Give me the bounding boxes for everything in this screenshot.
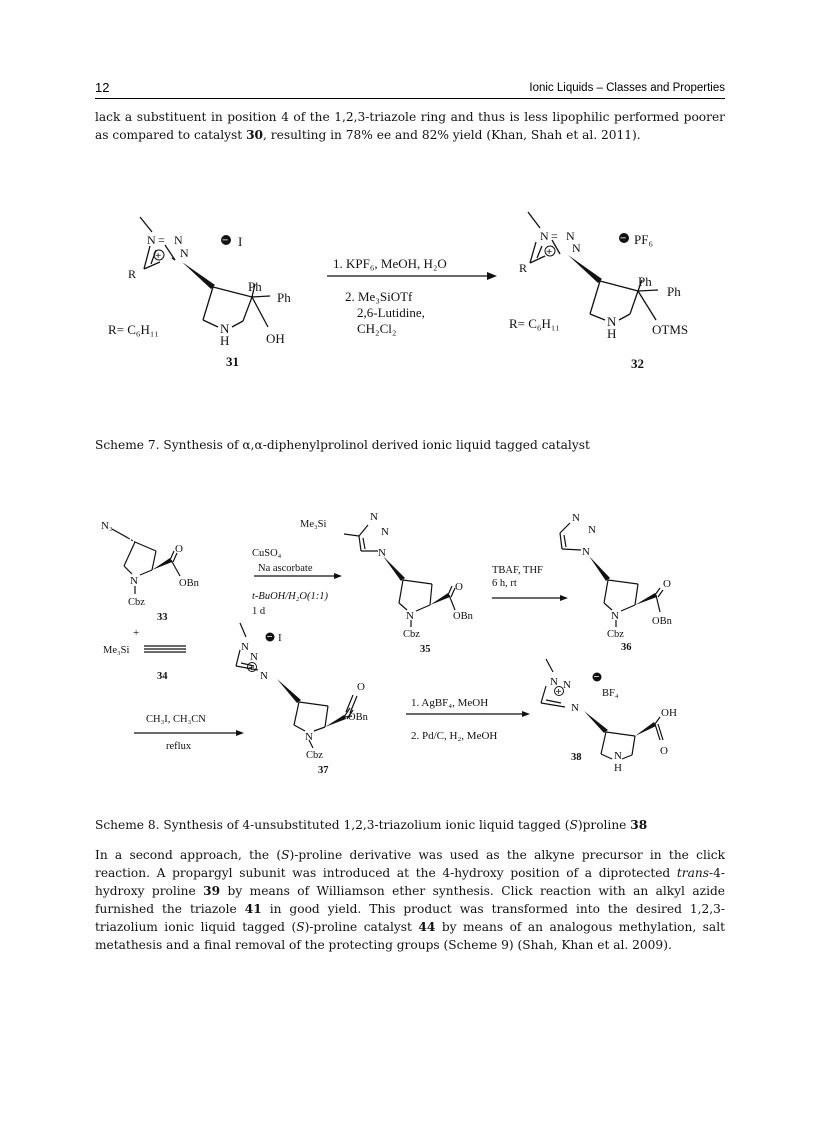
n-atom: N <box>607 314 617 329</box>
phenyl-label: Ph <box>248 279 262 294</box>
r-group-definition: R= C₆H₁₁ <box>108 322 159 337</box>
reagent-line: 6 h, rt <box>492 578 517 589</box>
reagent-line: Na ascorbate <box>258 563 313 574</box>
alkyne-bond <box>144 646 186 652</box>
compound-label-38: 38 <box>571 752 582 763</box>
cbz-label: Cbz <box>403 629 420 640</box>
n-atom: N <box>614 750 622 762</box>
hydroxyl-label: OH <box>266 331 285 346</box>
plus-charge: + <box>155 250 162 262</box>
phenyl-label: Ph <box>667 284 681 299</box>
carboxyl-oh: OH <box>661 707 677 719</box>
n-atom: N <box>572 241 581 255</box>
phenyl-label: Ph <box>638 274 652 289</box>
plus-charge: + <box>555 687 562 698</box>
cbz-label: Cbz <box>607 629 624 640</box>
n-atom: N <box>180 246 189 260</box>
n-atom: N <box>563 679 571 691</box>
compound-35-structure <box>344 525 455 627</box>
minus-charge: − <box>266 632 273 643</box>
nh-label: H <box>220 333 230 348</box>
n-atom: N <box>220 321 230 336</box>
reagent-line: 1. AgBF₄, MeOH <box>411 697 489 709</box>
reagent-line: CH₂Cl₂ <box>357 321 397 336</box>
n-atom: N <box>572 512 580 524</box>
caption-text: )proline <box>577 818 631 832</box>
body-text: by means of Williamson ether synthesis. Click reaction with an alkyl azide furnished the triazole <box>95 884 725 916</box>
body-paragraph <box>95 846 725 954</box>
compound-label-33: 33 <box>157 612 168 623</box>
body-text: )-proline catalyst <box>304 920 419 934</box>
caption-italic: S <box>569 818 578 832</box>
reagent-line: 2. Me₃SiOTf <box>345 289 413 304</box>
intro-text: , resulting in 78% ee and 82% yield (Khan, Shah et al. 2011). <box>263 128 641 142</box>
reagent-line: 1 d <box>252 606 266 617</box>
n-atom: N <box>540 229 549 243</box>
n-atom: N <box>588 524 596 536</box>
body-italic: trans <box>676 866 709 880</box>
nh-label: H <box>614 762 622 774</box>
reagent-line: 1. KPF₆, MeOH, H₂O <box>333 256 447 271</box>
n-atom: N <box>381 526 389 538</box>
compound-label-35: 35 <box>420 644 431 655</box>
body-text: -4-hydroxy proline <box>95 866 725 898</box>
reagent-line: t-BuOH/H₂O(1:1) <box>252 591 328 602</box>
n-atom: N <box>305 731 313 743</box>
intro-text: lack a substituent in position 4 of the 1,2,3-triazole ring and thus is less lipophilic performed poorer as compared to catalyst <box>95 110 725 142</box>
plus-sign: + <box>133 627 140 639</box>
body-text: )-proline derivative was used as the alkyne precursor in the click reaction. A propargyl subunit was introduced at the 4-hydroxy position of a diprotected <box>95 848 725 880</box>
r-group-label: R <box>128 267 137 281</box>
reaction-arrow <box>492 595 568 601</box>
reagent-line: CH₃I, CH₃CN <box>146 714 206 725</box>
body-italic: S <box>296 920 305 934</box>
counter-ion: I <box>238 234 243 249</box>
n-atom: N <box>571 702 579 714</box>
me3si-label: Me₃Si <box>103 645 130 656</box>
reagent-line: 2,6-Lutidine, <box>357 305 425 320</box>
plus-charge: + <box>546 246 553 258</box>
compound-ref: 44 <box>418 920 436 934</box>
compound-label-36: 36 <box>621 642 632 653</box>
compound-33-structure <box>112 529 180 594</box>
n-atom: N <box>241 641 249 653</box>
carbonyl-oxygen: O <box>660 745 668 757</box>
triple-bond-label: = <box>158 233 165 247</box>
compound-label-31: 31 <box>226 354 239 369</box>
phenyl-label: Ph <box>277 290 291 305</box>
compound-label-32: 32 <box>631 356 644 371</box>
carbonyl-oxygen: O <box>357 681 365 693</box>
page-number: 12 <box>95 80 110 95</box>
compound-ref: 41 <box>244 902 262 916</box>
n-atom: N <box>260 670 268 682</box>
counter-ion: BF₄ <box>602 688 619 699</box>
compound-38-structure <box>541 659 663 759</box>
body-italic: S <box>281 848 290 862</box>
nh-label: H <box>607 326 617 341</box>
n-atom: N <box>406 610 414 622</box>
compound-37-extra-bonds <box>346 695 357 713</box>
reagent-line: 2. Pd/C, H₂, MeOH <box>411 730 498 742</box>
n-atom: N <box>250 651 258 663</box>
compound-ref: 38 <box>630 818 648 832</box>
cbz-label: Cbz <box>306 750 323 761</box>
n-atom: N <box>611 610 619 622</box>
reaction-arrow <box>134 730 244 736</box>
r-group-definition: R= C₆H₁₁ <box>509 316 560 331</box>
body-text: by means of an analogous methylation, salt metathesis and a final removal of the protecting groups (Scheme 9) (Shah, Khan et al. 2009). <box>95 920 725 952</box>
carbonyl-oxygen: O <box>663 578 671 590</box>
running-title: Ionic Liquids – Classes and Properties <box>529 82 725 94</box>
n-atom: N <box>566 229 575 243</box>
compound-label-37: 37 <box>318 765 329 776</box>
obn-label: OBn <box>179 578 199 589</box>
minus-charge: − <box>222 234 229 247</box>
reagent-line: CuSO₄ <box>252 548 282 559</box>
counter-ion: I <box>278 632 282 644</box>
n-atom: N <box>370 511 378 523</box>
obn-label: OBn <box>652 616 672 627</box>
reaction-arrow <box>406 711 530 717</box>
n-atom: N <box>130 575 138 587</box>
reagent-line: TBAF, THF <box>492 565 543 576</box>
carbonyl-oxygen: O <box>455 581 463 593</box>
minus-charge: − <box>620 232 627 245</box>
n-atom: N <box>378 547 386 559</box>
caption-text: Scheme 8. Synthesis of 4-unsubstituted 1,2,3-triazolium ionic liquid tagged ( <box>95 818 570 832</box>
minus-charge: − <box>593 672 600 683</box>
n-atom: N <box>174 233 183 247</box>
counter-ion: PF₆ <box>634 232 653 247</box>
cbz-label: Cbz <box>128 597 145 608</box>
carbonyl-oxygen: O <box>175 543 183 555</box>
obn-label: OBn <box>348 712 368 723</box>
azide-label: N₃ <box>101 520 113 532</box>
compound-label-34: 34 <box>157 671 168 682</box>
reagent-line: reflux <box>166 741 192 752</box>
n-atom: N <box>147 233 156 247</box>
compound-37-structure <box>236 623 353 748</box>
scheme-8-caption <box>95 818 735 832</box>
scheme-7-caption: Scheme 7. Synthesis of α,α-diphenylprolinol derived ionic liquid tagged catalyst <box>95 438 590 452</box>
triple-bond-label: = <box>551 229 558 243</box>
n-atom: N <box>550 676 558 688</box>
me3si-label: Me₃Si <box>300 519 327 530</box>
body-text: In a second approach, the ( <box>95 848 282 862</box>
compound-ref: 30 <box>246 128 264 142</box>
plus-charge: + <box>248 663 255 674</box>
compound-ref: 39 <box>203 884 221 898</box>
n-atom: N <box>582 546 590 558</box>
body-text: in good yield. This product was transformed into the desired 1,2,3-triazolium ionic liquid tagged ( <box>95 902 726 934</box>
r-group-label: R <box>519 261 528 275</box>
obn-label: OBn <box>453 611 473 622</box>
otms-label: OTMS <box>652 322 689 337</box>
